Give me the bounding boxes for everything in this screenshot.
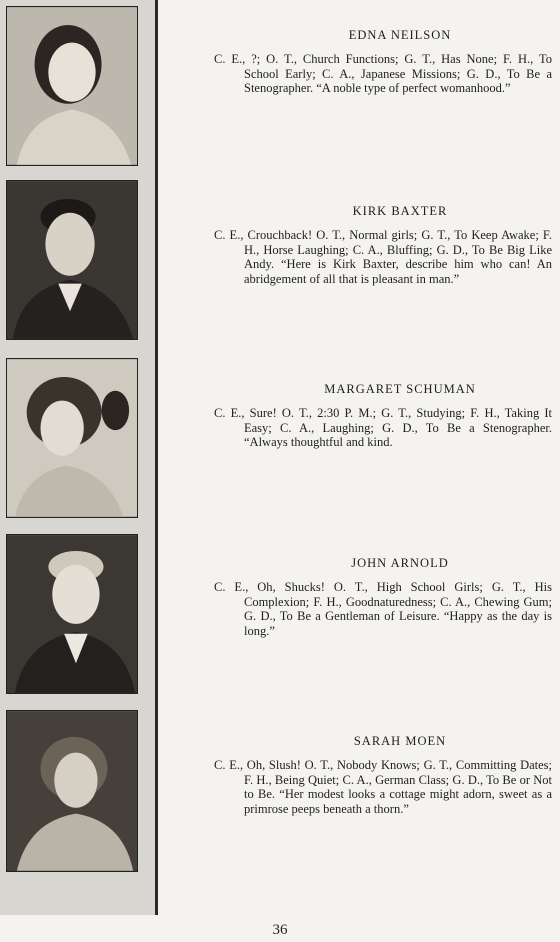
entry-name: MARGARET SCHUMAN bbox=[324, 382, 476, 396]
entry-text: C. E., Oh, Shucks! O. T., High School Girls; G. T., His Complexion; F. H., Goodnaturedness; C. A., Chewing Gum; G. D., To Be a Gentleman of Leisure. “Happy as the day is long.” bbox=[214, 580, 552, 638]
entry-text: C. E., Sure! O. T., 2:30 P. M.; G. T., Studying; F. H., Taking It Easy; C. A., Laughing; G. D., To Be a Stenographer. “Always thoughtful and kind. bbox=[214, 406, 552, 449]
entry-text: C. E., ?; O. T., Church Functions; G. T., Has None; F. H., To School Early; C. A., Japanese Missions; G. D., To Be a Stenographer. “A noble type of perfect womanhood.” bbox=[214, 52, 552, 95]
entry-edna-neilson bbox=[214, 28, 552, 96]
portrait-photo bbox=[6, 358, 138, 518]
portrait-photo bbox=[6, 6, 138, 166]
entry-text: C. E., Oh, Slush! O. T., Nobody Knows; G. T., Committing Dates; F. H., Being Quiet; C. A., German Class; G. D., To Be or Not to Be. “Her modest looks a cottage might adorn, sweet as a primrose peeps beneath a thorn.” bbox=[214, 758, 552, 816]
portrait-boy-icon bbox=[7, 535, 137, 693]
entry-name: JOHN ARNOLD bbox=[351, 556, 449, 570]
entry-john-arnold bbox=[214, 556, 552, 638]
portrait-boy-icon bbox=[7, 181, 137, 339]
portrait-photo bbox=[6, 534, 138, 694]
entry-text: C. E., Crouchback! O. T., Normal girls; G. T., To Keep Awake; F. H., Horse Laughing; C. A., Bluffing; G. D., To Be Big Like Andy. “Here is Kirk Baxter, describe him who can! An abridgement of all that is pleasant in man.” bbox=[214, 228, 552, 286]
entry-name: KIRK BAXTER bbox=[352, 204, 448, 218]
entry-margaret-schuman bbox=[214, 382, 552, 450]
page-number: 36 bbox=[272, 922, 288, 938]
photo-strip bbox=[0, 0, 158, 915]
entry-kirk-baxter bbox=[214, 204, 552, 286]
portrait-photo bbox=[6, 180, 138, 340]
portrait-photo bbox=[6, 710, 138, 872]
entry-name: SARAH MOEN bbox=[353, 734, 447, 748]
portrait-girl-icon bbox=[7, 7, 137, 165]
entry-name: EDNA NEILSON bbox=[348, 28, 452, 42]
entry-sarah-moen bbox=[214, 734, 552, 816]
portrait-girl-icon bbox=[7, 711, 137, 871]
portrait-girl-icon bbox=[7, 359, 137, 517]
